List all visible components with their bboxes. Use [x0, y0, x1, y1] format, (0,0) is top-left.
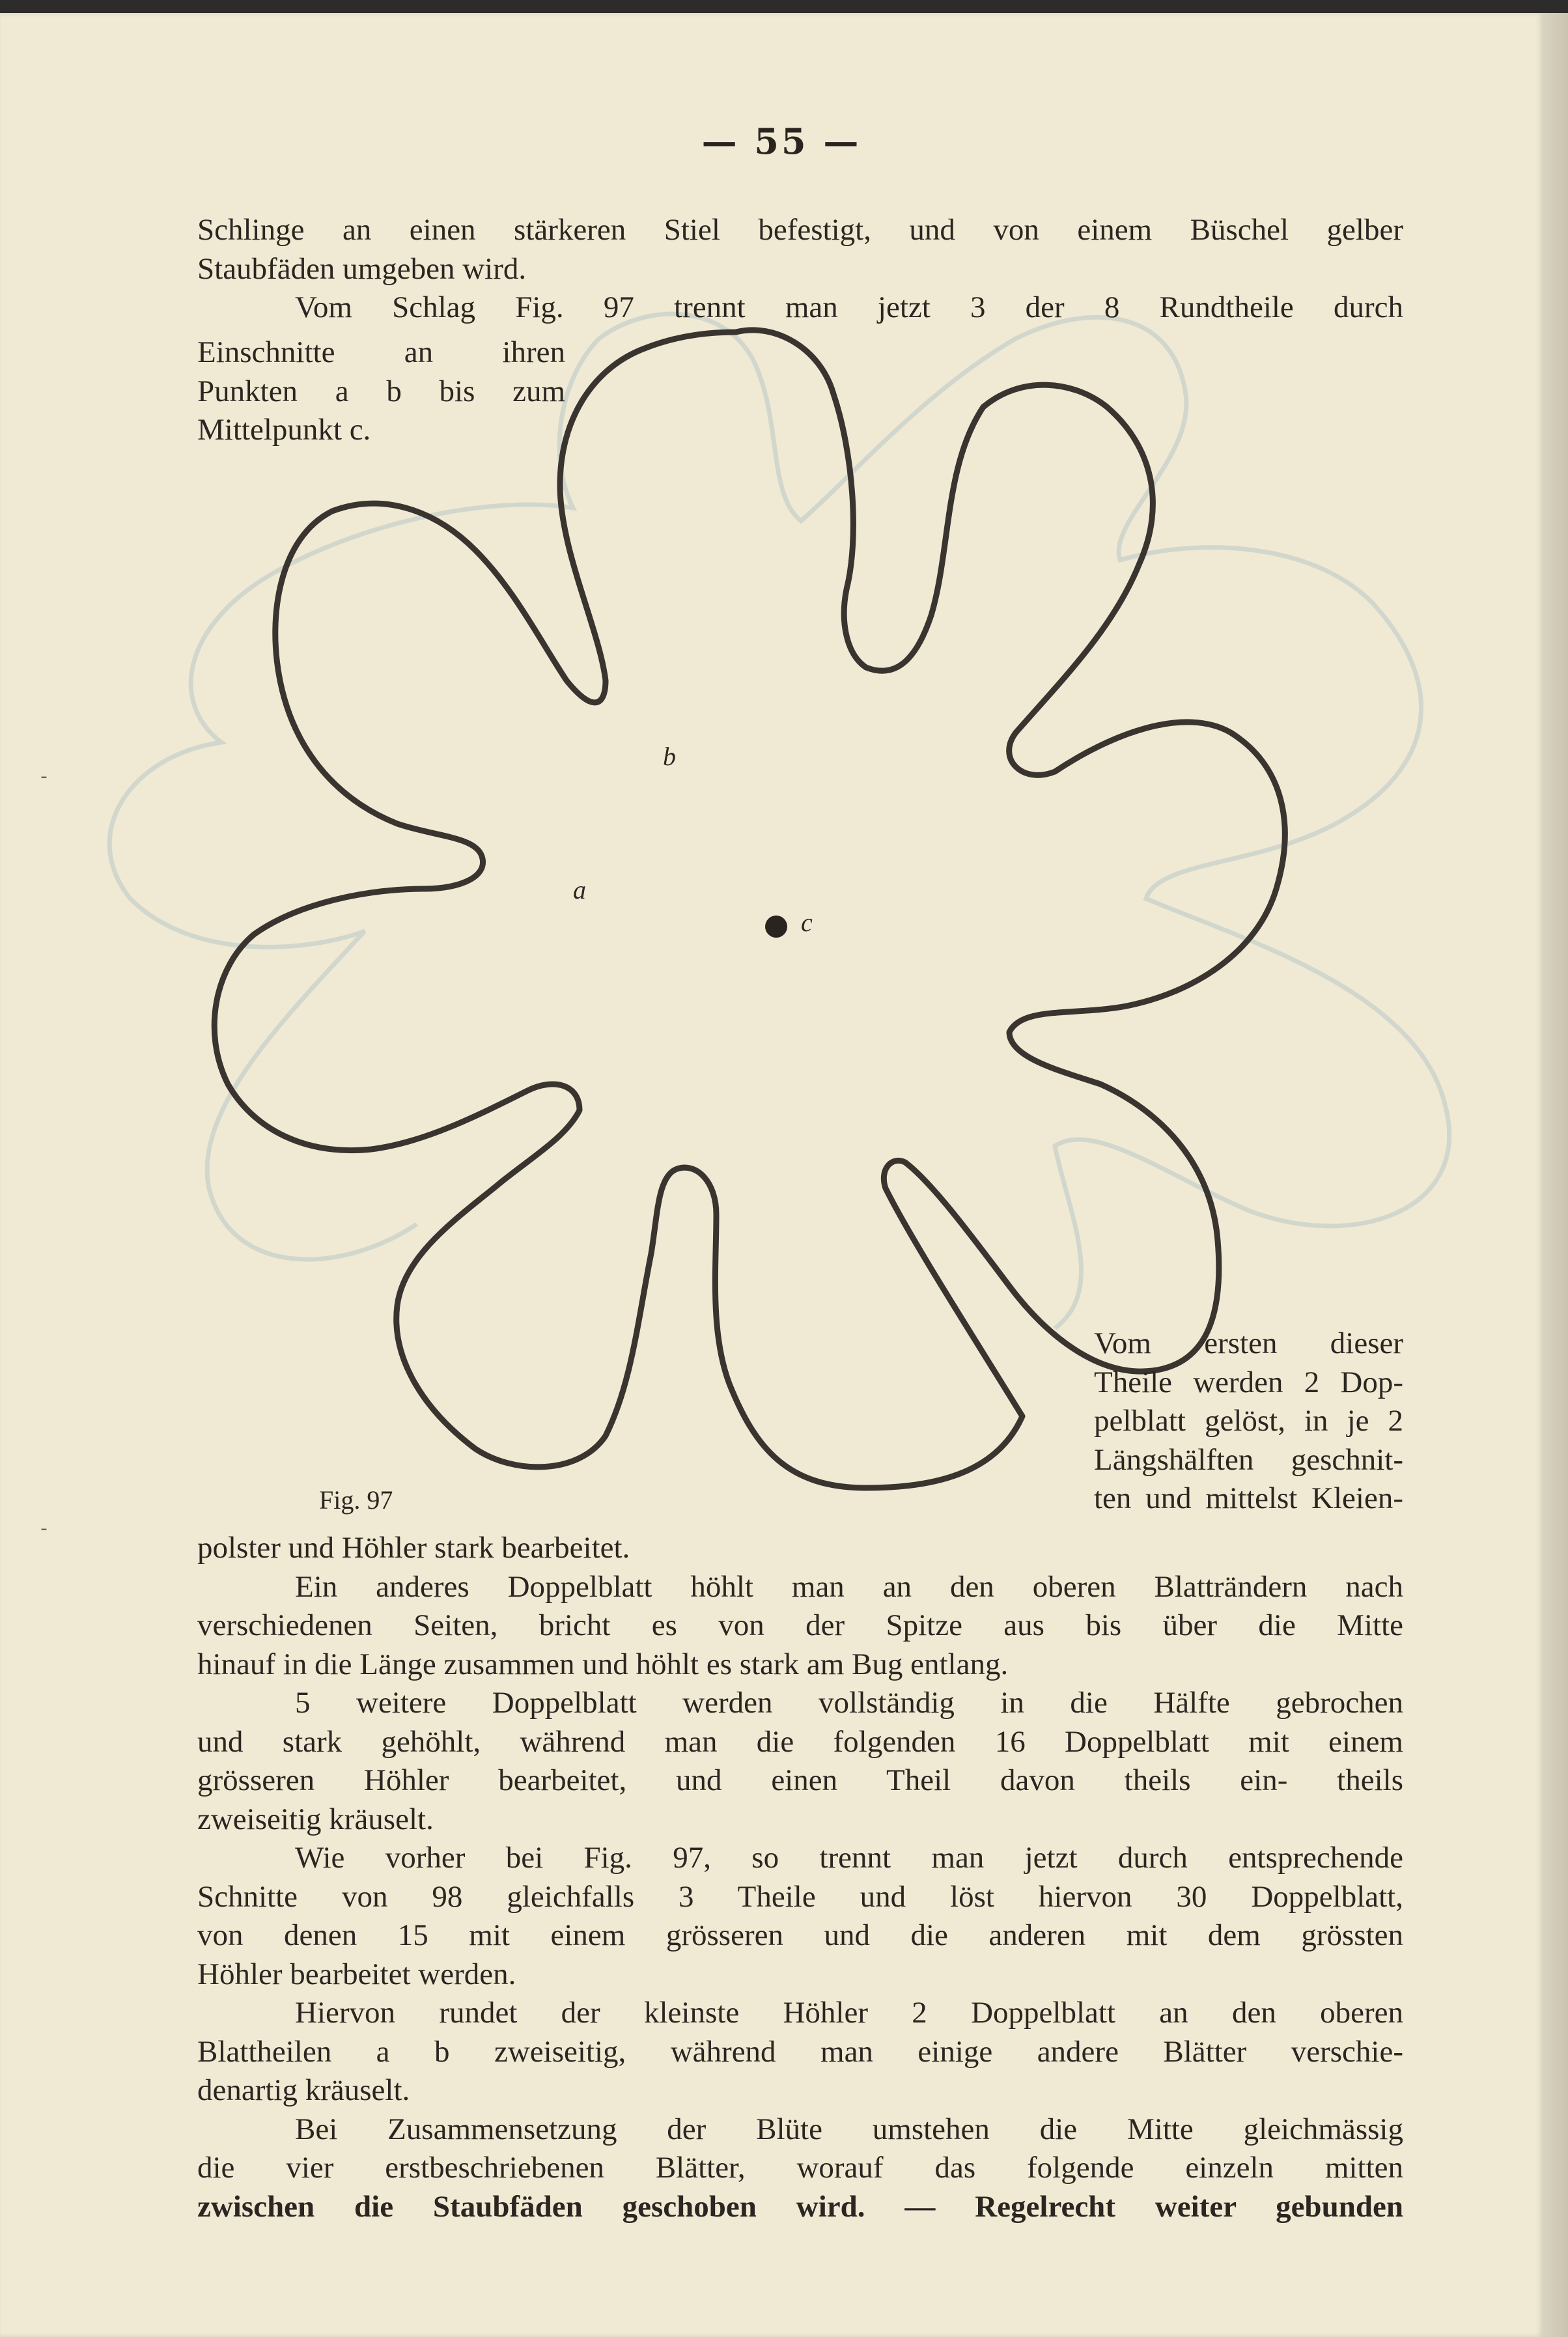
text-line: Ein anderes Doppelblatt höhlt man an den oberen Blatträndern nach [295, 1569, 1403, 1604]
label-b: b [663, 742, 676, 771]
label-c: c [801, 908, 813, 937]
text-line: Höhler bearbeitet werden. [197, 1957, 516, 1991]
flower-outline [214, 330, 1285, 1488]
text-line: Blattheilen a b zweiseitig, während man einige andere Blätter verschie- [197, 2034, 1403, 2069]
text-line: Vom ersten dieser [1094, 1326, 1403, 1360]
text-line: zweiseitig kräuselt. [197, 1802, 434, 1836]
text-line: Schnitte von 98 gleichfalls 3 Theile und löst hiervon 30 Doppelblatt, [197, 1879, 1403, 1914]
text-wrap-right [1094, 1324, 1403, 1518]
text-top [197, 211, 1403, 328]
margin-tick-mark: ‑ [40, 1517, 48, 1540]
text-line: Theile werden 2 Dop- [1094, 1365, 1403, 1399]
text-line: Längshälften geschnit- [1094, 1442, 1403, 1477]
text-line: Hiervon rundet der kleinste Höhler 2 Doppelblatt an den oberen [295, 1996, 1403, 2030]
text-line: polster und Höhler stark bearbeitet. [197, 1531, 630, 1565]
text-line: verschiedenen Seiten, bricht es von der Spitze aus bis über die Mitte [197, 1608, 1403, 1642]
label-a: a [573, 875, 586, 904]
text-line: zwischen die Staubfäden geschoben wird. — Regelrecht weiter gebunden [197, 2189, 1403, 2224]
text-line: Einschnitte an ihren [197, 335, 565, 369]
text-line: Staubfäden umgeben wird. [197, 251, 527, 286]
center-point-c [765, 916, 787, 938]
figure-caption: Fig. 97 [319, 1485, 393, 1515]
page-right-edge [1543, 13, 1568, 2337]
text-line: von denen 15 mit einem grösseren und die anderen mit dem grössten [197, 1918, 1403, 1952]
text-line: Wie vorher bei Fig. 97, so trennt man jetzt durch entsprechende [295, 1841, 1403, 1875]
text-line: denartig kräuselt. [197, 2073, 410, 2107]
text-line: die vier erstbeschriebenen Blätter, worauf das folgende einzeln mitten [197, 2151, 1403, 2185]
text-line: Punkten a b bis zum [197, 374, 565, 408]
text-line: ten und mittelst Kleien- [1094, 1481, 1403, 1515]
text-bottom [197, 1529, 1403, 2226]
text-line: Vom Schlag Fig. 97 trennt man jetzt 3 der 8 Rundtheile durch [295, 290, 1403, 324]
text-line: und stark gehöhlt, während man die folgenden 16 Doppelblatt mit einem [197, 1724, 1403, 1759]
text-line: Mittelpunkt c. [197, 413, 371, 447]
text-line: 5 weitere Doppelblatt werden vollständig in die Hälfte gebrochen [295, 1686, 1403, 1720]
margin-tick-mark: ‑ [40, 765, 48, 788]
page-number: — 55 — [701, 120, 861, 162]
text-line: pelblatt gelöst, in je 2 [1094, 1404, 1403, 1438]
text-line: hinauf in die Länge zusammen und höhlt es stark am Bug entlang. [197, 1647, 1009, 1681]
text-line: Bei Zusammensetzung der Blüte umstehen die Mitte gleichmässig [295, 2112, 1403, 2146]
text-line: Schlinge an einen stärkeren Stiel befestigt, und von einem Büschel gelber [197, 213, 1403, 247]
text-line: grösseren Höhler bearbeitet, und einen Theil davon theils ein- theils [197, 1763, 1403, 1797]
scan-top-edge [0, 0, 1568, 13]
